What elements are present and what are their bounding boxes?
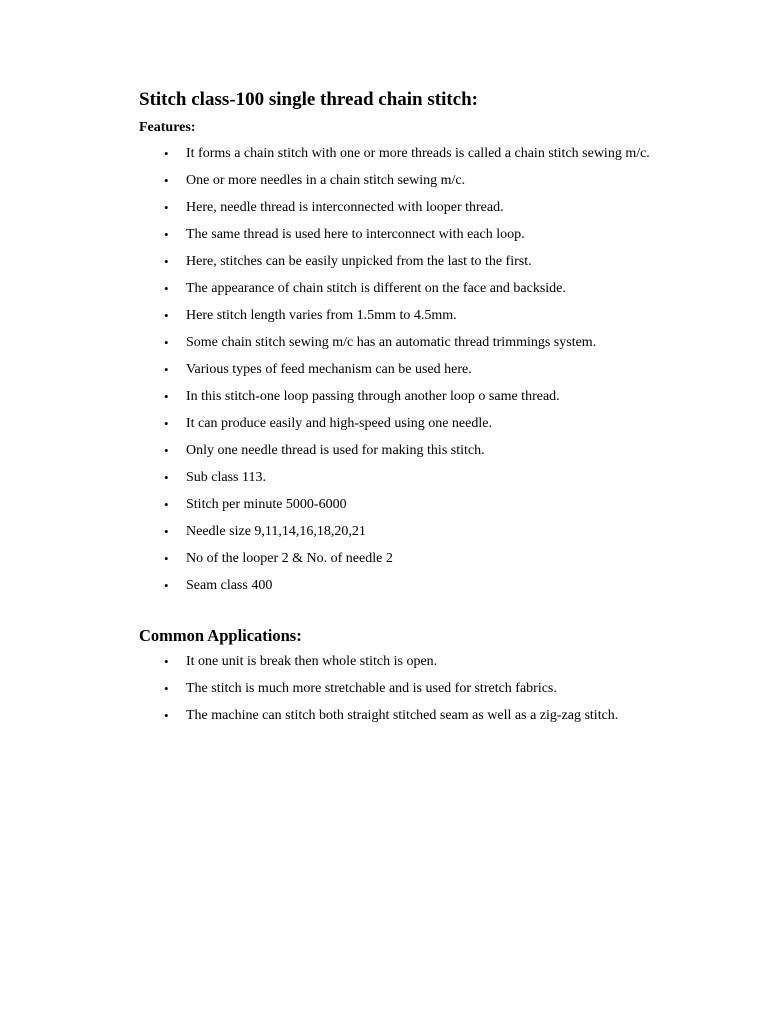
features-list: [139, 141, 699, 598]
list-item: [139, 384, 686, 409]
list-item: [139, 649, 686, 674]
list-item: [139, 168, 686, 193]
list-item-text: In this stitch-one loop passing through another loop o same thread.: [186, 389, 560, 404]
bullet-icon: •: [164, 551, 169, 566]
bullet-icon: •: [164, 497, 169, 512]
list-item: [139, 141, 686, 166]
list-item-text: Stitch per minute 5000-6000: [186, 497, 347, 512]
bullet-icon: •: [164, 389, 169, 404]
bullet-icon: •: [164, 470, 169, 485]
bullet-icon: •: [164, 416, 169, 431]
list-item-text: Seam class 400: [186, 578, 273, 593]
list-item: [139, 276, 686, 301]
list-item: [139, 703, 686, 728]
list-item-text: It can produce easily and high-speed using one needle.: [186, 416, 492, 431]
list-item-text: One or more needles in a chain stitch sewing m/c.: [186, 173, 466, 188]
bullet-icon: •: [164, 681, 169, 696]
applications-list: [139, 649, 699, 728]
list-item: [139, 573, 686, 598]
list-item-text: Only one needle thread is used for making this stitch.: [186, 443, 485, 458]
list-item-text: It forms a chain stitch with one or more threads is called a chain stitch sewing m/c.: [186, 146, 650, 161]
bullet-icon: •: [164, 146, 169, 161]
applications-heading: Common Applications:: [139, 626, 302, 645]
bullet-icon: •: [164, 200, 169, 215]
list-item-text: The appearance of chain stitch is different on the face and backside.: [186, 281, 566, 296]
list-item-text: The same thread is used here to interconnect with each loop.: [186, 227, 525, 242]
list-item: [139, 222, 686, 247]
list-item: [139, 249, 686, 274]
bullet-icon: •: [164, 227, 169, 242]
bullet-icon: •: [164, 654, 169, 669]
bullet-icon: •: [164, 281, 169, 296]
list-item: [139, 676, 686, 701]
bullet-icon: •: [164, 308, 169, 323]
list-item-text: It one unit is break then whole stitch is open.: [186, 654, 438, 669]
list-item-text: Here, stitches can be easily unpicked from the last to the first.: [186, 254, 532, 269]
list-item: [139, 492, 686, 517]
document-title: Stitch class-100 single thread chain stitch:: [139, 89, 479, 110]
list-item: [139, 546, 686, 571]
list-item-text: Various types of feed mechanism can be used here.: [186, 362, 472, 377]
list-item-text: Needle size 9,11,14,16,18,20,21: [186, 524, 366, 539]
list-item: [139, 411, 686, 436]
bullet-icon: •: [164, 254, 169, 269]
list-item-text: The machine can stitch both straight stitched seam as well as a zig-zag stitch.: [186, 708, 619, 723]
bullet-icon: •: [164, 578, 169, 593]
list-item: [139, 195, 686, 220]
list-item: [139, 465, 686, 490]
list-item-text: The stitch is much more stretchable and is used for stretch fabrics.: [186, 681, 557, 696]
bullet-icon: •: [164, 443, 169, 458]
bullet-icon: •: [164, 173, 169, 188]
list-item: [139, 519, 686, 544]
bullet-icon: •: [164, 708, 169, 723]
list-item: [139, 330, 686, 355]
document-content: [139, 86, 699, 730]
list-item-text: No of the looper 2 & No. of needle 2: [186, 551, 393, 566]
list-item-text: Some chain stitch sewing m/c has an automatic thread trimmings system.: [186, 335, 597, 350]
bullet-icon: •: [164, 524, 169, 539]
list-item-text: Sub class 113.: [186, 470, 266, 485]
bullet-icon: •: [164, 335, 169, 350]
bullet-icon: •: [164, 362, 169, 377]
list-item-text: Here, needle thread is interconnected with looper thread.: [186, 200, 504, 215]
list-item: [139, 438, 686, 463]
list-item-text: Here stitch length varies from 1.5mm to 4.5mm.: [186, 308, 457, 323]
list-item: [139, 357, 686, 382]
list-item: [139, 303, 686, 328]
features-heading: Features:: [139, 120, 196, 135]
